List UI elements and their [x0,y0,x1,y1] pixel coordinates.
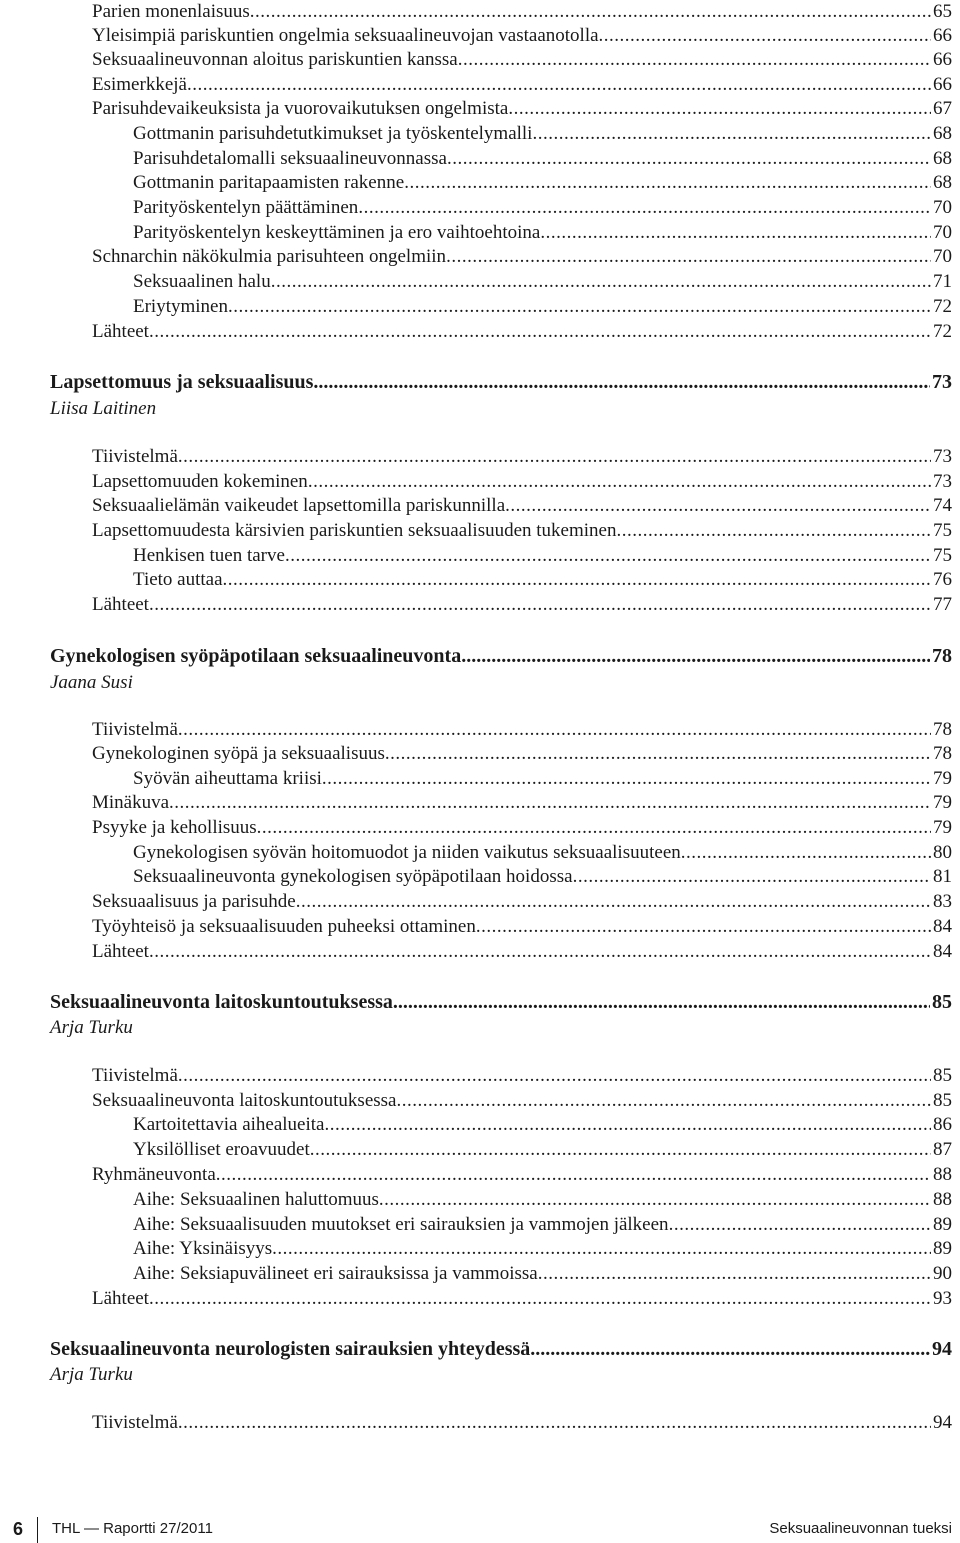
toc-entry [92,1163,952,1187]
entry-title: Tiivistelmä [92,1065,178,1086]
entry-title: Eriytyminen [133,296,228,317]
toc-entry [133,1262,952,1286]
toc-entry [92,48,952,72]
toc-entry [92,445,952,469]
dot-leader [285,544,931,568]
chapter-author: Jaana Susi [50,672,133,693]
entry-title: Henkisen tuen tarve [133,545,285,566]
toc-entry [92,890,952,914]
entry-title: Syövän aiheuttama kriisi [133,768,322,789]
entry-title: Aihe: Seksuaalisuuden muutokset eri sairauksien ja vammojen jälkeen [133,1214,669,1235]
page-reference: 65 [933,1,952,22]
page-footer [0,1515,960,1543]
dot-leader [393,990,930,1014]
toc-entry [92,470,952,494]
entry-title: Tiivistelmä [92,719,178,740]
dot-leader [404,171,931,195]
page-reference: 66 [933,74,952,95]
toc-entry [133,221,952,245]
dot-leader [149,940,931,964]
page-reference: 79 [933,817,952,838]
chapter-author: Liisa Laitinen [50,398,157,419]
page-reference: 70 [933,222,952,243]
dot-leader [461,644,930,668]
entry-title: Schnarchin näkökulmia parisuhteen ongelmiin [92,246,447,267]
toc-entry [92,494,952,518]
book-title: Seksuaalineuvonnan tueksi [769,1520,952,1537]
entry-title: Tiivistelmä [92,446,178,467]
dot-leader [149,593,931,617]
page-reference: 86 [933,1114,952,1135]
entry-title: Kartoitettavia aihealueita [133,1114,325,1135]
dot-leader [257,816,931,840]
page-reference: 85 [933,1065,952,1086]
entry-title: Parisuhdevaikeuksista ja vuorovaikutuksen ongelmista [92,98,509,119]
toc-entry [92,73,952,97]
page-reference: 89 [933,1238,952,1259]
dot-leader [530,1337,930,1361]
dot-leader [178,445,931,469]
entry-title: Seksuaalineuvonnan aloitus pariskuntien kanssa [92,49,458,70]
entry-title: Seksuaalisuus ja parisuhde [92,891,296,912]
toc-entry [133,295,952,319]
dot-leader [178,1411,931,1435]
page-reference: 78 [933,743,952,764]
chapter-title: Seksuaalineuvonta laitoskuntoutuksessa [50,991,393,1013]
dot-leader [223,568,931,592]
dot-leader [538,1262,931,1286]
page-reference: 79 [933,768,952,789]
page-reference: 68 [933,123,952,144]
page-reference: 81 [933,866,952,887]
page-reference: 78 [932,645,952,667]
entry-title: Seksuaalielämän vaikeudet lapsettomilla pariskunnilla [92,495,506,516]
chapter-title: Lapsettomuus ja seksuaalisuus [50,371,314,393]
page-reference: 72 [933,321,952,342]
page-reference: 73 [933,471,952,492]
dot-leader [458,48,931,72]
toc-entry [133,568,952,592]
toc-entry [92,1089,952,1113]
toc-entry [92,0,952,24]
page-reference: 67 [933,98,952,119]
dot-leader [447,147,931,171]
footer-divider [37,1517,38,1543]
chapter-title: Seksuaalineuvonta neurologisten sairauksien yhteydessä [50,1338,531,1360]
dot-leader [505,494,931,518]
toc-entry [92,718,952,742]
entry-title: Yleisimpiä pariskuntien ongelmia seksuaalineuvojan vastaanotolla [92,25,599,46]
publication-label: THL — Raportti 27/2011 [52,1520,213,1537]
toc-entry [92,1064,952,1088]
entry-title: Gynekologisen syövän hoitomuodot ja niiden vaikutus seksuaalisuuteen [133,842,681,863]
dot-leader [385,742,931,766]
dot-leader [178,1064,931,1088]
dot-leader [358,196,931,220]
toc-entry [133,767,952,791]
toc-entry [133,147,952,171]
entry-title: Seksuaalineuvonta laitoskuntoutuksessa [92,1090,397,1111]
chapter-title: Gynekologisen syöpäpotilaan seksuaalineuvonta [50,645,462,667]
entry-title: Gynekologinen syöpä ja seksuaalisuus [92,743,385,764]
entry-title: Minäkuva [92,792,170,813]
toc-entry [92,791,952,815]
dot-leader [476,915,931,939]
page-reference: 89 [933,1214,952,1235]
page-reference: 75 [933,520,952,541]
dot-leader [272,1237,931,1261]
dot-leader [681,841,931,865]
toc-entry [133,1113,952,1137]
toc-entry [92,742,952,766]
entry-title: Lapsettomuuden kokeminen [92,471,308,492]
page-reference: 85 [933,1090,952,1111]
entry-title: Parien monenlaisuus [92,1,250,22]
dot-leader [573,865,931,889]
page-reference: 66 [933,49,952,70]
page-reference: 88 [933,1189,952,1210]
page-reference: 83 [933,891,952,912]
dot-leader [216,1163,931,1187]
entry-title: Gottmanin parisuhdetutkimukset ja työskentelymalli [133,123,533,144]
page-reference: 75 [933,545,952,566]
dot-leader [446,245,931,269]
entry-title: Parityöskentelyn keskeyttäminen ja ero vaihtoehtoina [133,222,541,243]
page-reference: 76 [933,569,952,590]
dot-leader [532,122,931,146]
page-reference: 68 [933,172,952,193]
entry-title: Työyhteisö ja seksuaalisuuden puheeksi ottaminen [92,916,476,937]
entry-title: Tieto auttaa [133,569,223,590]
page-reference: 85 [932,991,952,1013]
entry-title: Psyyke ja kehollisuus [92,817,257,838]
toc-entry [133,270,952,294]
dot-leader [324,1113,931,1137]
entry-title: Aihe: Seksuaalinen haluttomuus [133,1189,379,1210]
entry-title: Seksuaalinen halu [133,271,271,292]
toc-entry [133,171,952,195]
page-reference: 84 [933,916,952,937]
page-reference: 84 [933,941,952,962]
page-reference: 72 [933,296,952,317]
entry-title: Lapsettomuudesta kärsivien pariskuntien seksuaalisuuden tukeminen [92,520,617,541]
entry-title: Lähteet [92,1288,149,1309]
toc-chapter-heading [50,370,952,394]
toc-entry [92,915,952,939]
entry-title: Lähteet [92,941,149,962]
toc-entry [133,544,952,568]
dot-leader [149,320,931,344]
page-reference: 74 [933,495,952,516]
page-reference: 79 [933,792,952,813]
page-reference: 73 [932,371,952,393]
toc-entry [92,940,952,964]
page-reference: 80 [933,842,952,863]
toc-entry [133,841,952,865]
page-reference: 70 [933,197,952,218]
dot-leader [617,519,932,543]
entry-title: Gottmanin paritapaamisten rakenne [133,172,405,193]
toc-entry [133,1213,952,1237]
entry-title: Lähteet [92,321,149,342]
page-reference: 68 [933,148,952,169]
entry-title: Aihe: Yksinäisyys [133,1238,273,1259]
page-reference: 73 [933,446,952,467]
page-reference: 87 [933,1139,952,1160]
entry-title: Parisuhdetalomalli seksuaalineuvonnassa [133,148,447,169]
dot-leader [308,470,931,494]
dot-leader [178,718,931,742]
dot-leader [228,295,931,319]
entry-title: Lähteet [92,594,149,615]
entry-title: Parityöskentelyn päättäminen [133,197,359,218]
dot-leader [149,1287,931,1311]
entry-title: Ryhmäneuvonta [92,1164,216,1185]
dot-leader [669,1213,931,1237]
page-reference: 94 [933,1412,952,1433]
dot-leader [169,791,931,815]
dot-leader [540,221,931,245]
toc-entry [92,593,952,617]
toc-entry [92,320,952,344]
entry-title: Yksilölliset eroavuudet [133,1139,310,1160]
page-reference: 77 [933,594,952,615]
dot-leader [313,370,930,394]
toc-entry [133,196,952,220]
dot-leader [396,1089,931,1113]
dot-leader [250,0,931,24]
toc-chapter-heading [50,990,952,1014]
page-reference: 88 [933,1164,952,1185]
page-reference: 90 [933,1263,952,1284]
entry-title: Aihe: Seksiapuvälineet eri sairauksissa ja vammoissa [133,1263,538,1284]
toc-chapter-heading [50,644,952,668]
dot-leader [379,1188,931,1212]
toc-entry [92,519,952,543]
toc-entry [133,1237,952,1261]
toc-entry [92,1411,952,1435]
toc-chapter-heading [50,1337,952,1361]
chapter-author: Arja Turku [50,1017,133,1038]
toc-entry [92,97,952,121]
dot-leader [508,97,931,121]
page-reference: 93 [933,1288,952,1309]
toc-entry [133,865,952,889]
dot-leader [310,1138,931,1162]
dot-leader [187,73,931,97]
toc-entry [92,24,952,48]
dot-leader [322,767,931,791]
page-reference: 94 [932,1338,952,1360]
page-reference: 66 [933,25,952,46]
toc-entry [92,245,952,269]
page-reference: 78 [933,719,952,740]
toc-entry [92,1287,952,1311]
toc-entry [92,816,952,840]
chapter-author: Arja Turku [50,1364,133,1385]
entry-title: Tiivistelmä [92,1412,178,1433]
toc-entry [133,1188,952,1212]
entry-title: Esimerkkejä [92,74,187,95]
page-number: 6 [12,1519,23,1539]
toc-entry [133,1138,952,1162]
page-reference: 70 [933,246,952,267]
page-reference: 71 [933,271,952,292]
dot-leader [296,890,931,914]
entry-title: Seksuaalineuvonta gynekologisen syöpäpotilaan hoidossa [133,866,573,887]
toc-entry [133,122,952,146]
dot-leader [271,270,931,294]
dot-leader [599,24,931,48]
